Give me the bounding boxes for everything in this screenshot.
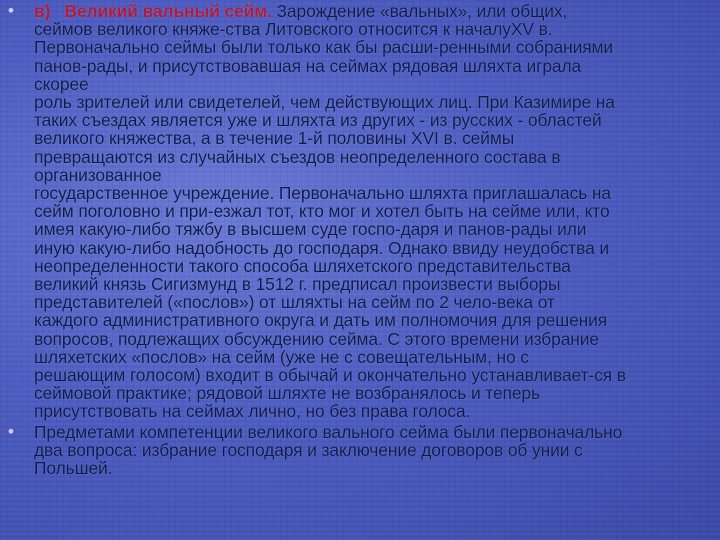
- bullet-text-line: организованное: [34, 164, 162, 185]
- bullet-text-line: Предметами компетенции великого вального сейма были первоначально: [34, 421, 623, 442]
- bullet-text-line: таких съездах является уже и шляхта из других - из русских - областей: [34, 110, 602, 131]
- bullet-text-line: представителей («послов») от шляхты на сейм по 2 чело-века от: [34, 292, 555, 313]
- bullet-item-competence: [8, 423, 720, 478]
- bullet-text-line: вопросов, подлежащих обсуждению сейма. С этого времени избрание: [34, 328, 599, 349]
- bullet-text-line: роль зрителей или свидетелей, чем действующих лиц. При Казимире на: [34, 92, 615, 113]
- bullet-icon: •: [8, 421, 14, 441]
- bullet-text-line: государственное учреждение. Первоначально шляхта приглашалась на: [34, 183, 611, 204]
- bullet-text-line: Польшей.: [34, 458, 113, 479]
- bullet-text-line: великого княжества, а в течение 1-й половины XVI в. сеймы: [34, 128, 515, 149]
- bullet-icon: •: [8, 1, 14, 20]
- bullet-text-line: неопределенности такого способа шляхетского представительства: [34, 255, 571, 276]
- bullet-list: [8, 2, 720, 477]
- bullet-text-line: превращаются из случайных съездов неопределенного состава в: [34, 146, 561, 167]
- bullet-text-line: панов-рады, и присутствовавшая на сеймах рядовая шляхта играла: [34, 55, 582, 76]
- bullet-text-line: сеймовой практике; рядовой шляхте не возбранялось и теперь: [34, 383, 540, 404]
- bullet-text-line: присутствовать на сеймах лично, но без права голоса.: [34, 401, 471, 422]
- bullet-text-line: великий князь Сигизмунд в 1512 г. предписал произвести выборы: [34, 274, 561, 295]
- bullet-text-line: Первоначально сеймы были только как бы расши-ренными собраниями: [34, 37, 614, 58]
- bullet-text-line: каждого административного округа и дать им полномочия для решения: [34, 310, 608, 331]
- bullet-prefix: в): [34, 1, 51, 21]
- bullet-text-line: Зарождение «вальных», или общих,: [276, 1, 568, 21]
- bullet-text-line: два вопроса: избрание господаря и заключение договоров об унии с: [34, 439, 583, 460]
- bullet-text-line: сеймов великого княже-ства Литовского относится к началуXV в.: [34, 19, 553, 40]
- bullet-text-line: имея какую-либо тяжбу в высшем суде госпо-даря и панов-рады или: [34, 219, 587, 240]
- bullet-text-line: скорее: [34, 73, 89, 94]
- bullet-first-line: [34, 2, 720, 20]
- bullet-heading: Великий вальный сейм.: [64, 1, 272, 21]
- bullet-text-line: иную какую-либо надобность до господаря. Однако ввиду неудобства и: [34, 237, 610, 258]
- bullet-text-line: решающим голосом) входит в обычай и окончательно устанавливает-ся в: [34, 365, 626, 386]
- bullet-text-line: сейм поголовно и при-езжал тот, кто мог и хотел быть на сейме или, кто: [34, 201, 610, 222]
- bullet-text-line: шляхетских «послов» на сейм (уже не с совещательным, но с: [34, 346, 529, 367]
- bullet-item-veliky-valny-seim: [8, 2, 720, 421]
